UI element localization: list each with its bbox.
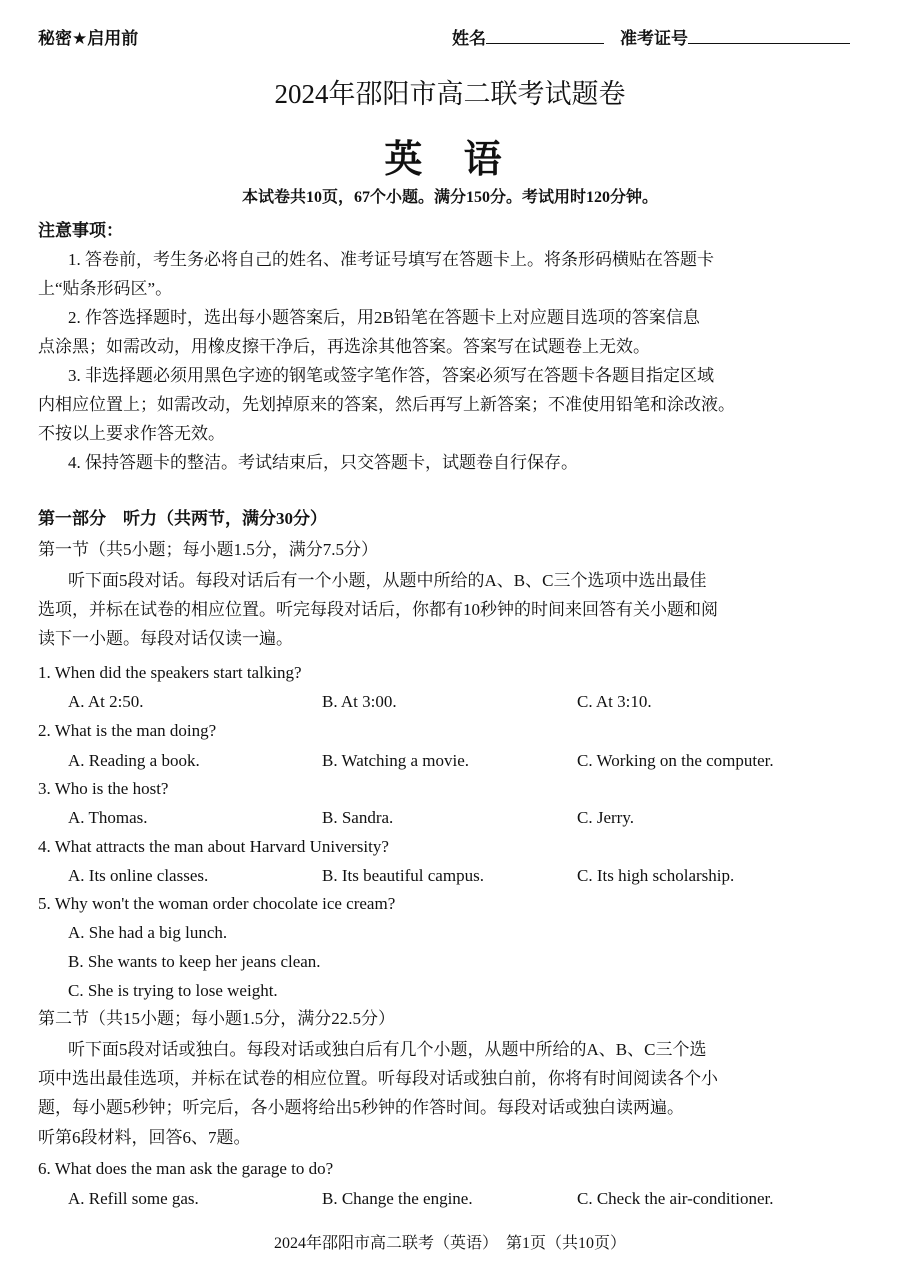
exam-id-field[interactable] — [620, 24, 850, 49]
option-5c[interactable]: C. She is trying to lose weight. — [68, 981, 278, 1000]
option-2a[interactable]: A. Reading a book. — [68, 751, 200, 770]
notice-heading: 注意事项： — [38, 221, 123, 240]
notice-line: 不按以上要求作答无效。 — [38, 424, 225, 443]
option-3a[interactable]: A. Thomas. — [68, 808, 148, 827]
material-note: 听第6段材料，回答6、7题。 — [38, 1128, 251, 1147]
section2-heading: 第二节（共15小题；每小题1.5分，满分22.5分） — [38, 1009, 395, 1028]
exam-id-label: 准考证号 — [620, 29, 688, 49]
notice-line: 2. 作答选择题时，选出每小题答案后，用2B铅笔在答题卡上对应题目选项的答案信息 — [68, 308, 700, 327]
option-5a[interactable]: A. She had a big lunch. — [68, 923, 228, 942]
page-title: 2024年邵阳市高二联考试题卷 — [274, 79, 626, 109]
option-1a[interactable]: A. At 2:50. — [68, 692, 144, 711]
question-1: 1. When did the speakers start talking? — [38, 663, 302, 682]
section1-instructions: 读下一小题。每段对话仅读一遍。 — [38, 629, 293, 648]
option-3c[interactable]: C. Jerry. — [577, 808, 634, 827]
section1-heading: 第一节（共5小题；每小题1.5分，满分7.5分） — [38, 540, 378, 559]
name-field[interactable] — [452, 24, 604, 49]
question-3: 3. Who is the host? — [38, 779, 169, 798]
section2-instructions: 题，每小题5秒钟；听完后，各小题将给出5秒钟的作答时间。每段对话或独白读两遍。 — [38, 1098, 684, 1117]
notice-line: 1. 答卷前，考生务必将自己的姓名、准考证号填写在答题卡上。将条形码横贴在答题卡 — [68, 250, 714, 269]
option-3b[interactable]: B. Sandra. — [322, 808, 394, 827]
question-6: 6. What does the man ask the garage to do? — [38, 1159, 334, 1178]
section1-instructions: 听下面5段对话。每段对话后有一个小题，从题中所给的A、B、C三个选项中选出最佳 — [68, 571, 707, 590]
part1-heading: 第一部分 听力（共两节，满分30分） — [38, 509, 327, 528]
option-6a[interactable]: A. Refill some gas. — [68, 1189, 199, 1208]
question-5: 5. Why won't the woman order chocolate ice cream? — [38, 894, 396, 913]
notice-line: 点涂黑；如需改动，用橡皮擦干净后，再选涂其他答案。答案写在试题卷上无效。 — [38, 337, 650, 356]
section2-instructions: 听下面5段对话或独白。每段对话或独白后有几个小题，从题中所给的A、B、C三个选 — [68, 1040, 707, 1059]
notice-line: 内相应位置上；如需改动，先划掉原来的答案，然后再写上新答案；不准使用铅笔和涂改液。 — [38, 395, 735, 414]
notice-line: 3. 非选择题必须用黑色字迹的钢笔或签字笔作答，答案必须写在答题卡各题目指定区域 — [68, 366, 714, 385]
question-2: 2. What is the man doing? — [38, 721, 217, 740]
option-5b[interactable]: B. She wants to keep her jeans clean. — [68, 952, 321, 971]
section1-instructions: 选项，并标在试卷的相应位置。听完每段对话后，你都有10秒钟的时间来回答有关小题和阅 — [38, 600, 718, 619]
notice-line: 上“贴条形码区”。 — [38, 279, 173, 298]
secret-label: 秘密★启用前 — [38, 29, 139, 49]
option-4b[interactable]: B. Its beautiful campus. — [322, 866, 484, 885]
name-label: 姓名 — [452, 29, 486, 49]
option-6c[interactable]: C. Check the air-conditioner. — [577, 1189, 774, 1208]
option-4c[interactable]: C. Its high scholarship. — [577, 866, 735, 885]
page-footer: 2024年邵阳市高二联考（英语） 第1页（共10页） — [273, 1235, 626, 1252]
section2-instructions: 项中选出最佳选项，并标在试卷的相应位置。听每段对话或独白前，你将有时间阅读各个小 — [38, 1069, 718, 1088]
option-1c[interactable]: C. At 3:10. — [577, 692, 652, 711]
option-6b[interactable]: B. Change the engine. — [322, 1189, 473, 1208]
notice-line: 4. 保持答题卡的整洁。考试结束后，只交答题卡，试题卷自行保存。 — [68, 453, 578, 472]
option-2b[interactable]: B. Watching a movie. — [322, 751, 470, 770]
subject-title: 英 语 — [384, 137, 516, 181]
option-4a[interactable]: A. Its online classes. — [68, 866, 209, 885]
option-1b[interactable]: B. At 3:00. — [322, 692, 397, 711]
option-2c[interactable]: C. Working on the computer. — [577, 751, 774, 770]
question-4: 4. What attracts the man about Harvard University? — [38, 837, 389, 856]
exam-subtitle: 本试卷共10页，67个小题。满分150分。考试用时120分钟。 — [241, 189, 658, 206]
